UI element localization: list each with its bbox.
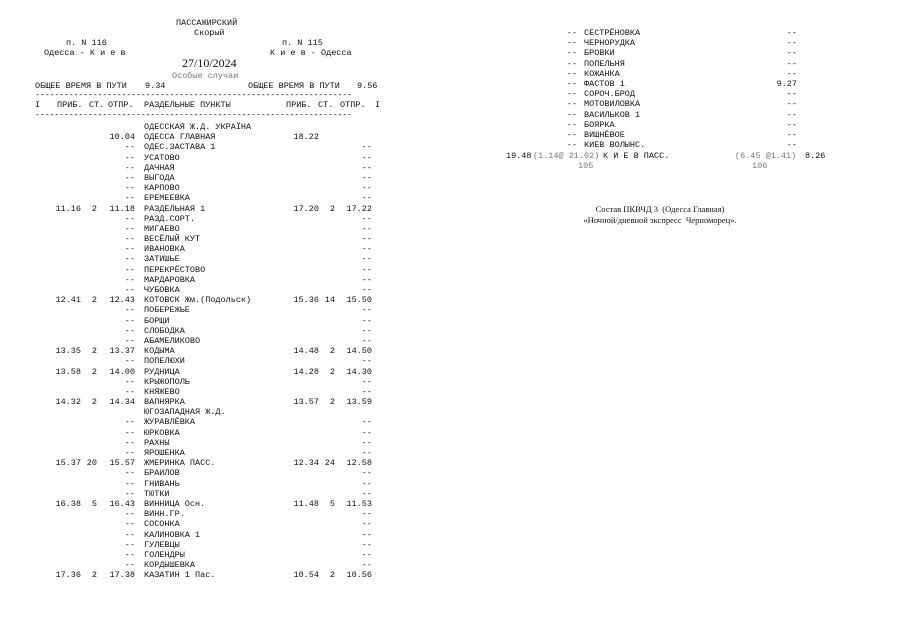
departure-time: -- (124, 448, 135, 458)
departure-time: -- (124, 254, 135, 265)
return-stop-minutes: 5 (329, 498, 335, 509)
station-name: БОРЩИ (144, 315, 170, 326)
station-name: ОДЕССА ГЛАВНАЯ (144, 132, 216, 143)
kiev-note-left: (1.14@ 21.02) (533, 151, 600, 161)
station-name: БРАИЛОВ (144, 468, 180, 479)
table-row (35, 438, 380, 448)
table-row (35, 122, 380, 132)
station-name: ВИШНЁВОЕ (584, 129, 625, 140)
total-time-right-label: ОБЩЕЕ ВРЕМЯ В ПУТИ (248, 81, 340, 91)
table-row (35, 428, 380, 438)
return-departure-time: 17.22 (346, 203, 372, 214)
departure-time: -- (566, 119, 577, 130)
departure-time: 10.04 (109, 132, 135, 143)
return-departure-time: -- (361, 223, 372, 234)
return-departure-time: -- (361, 152, 372, 163)
return-stop-minutes: 2 (329, 346, 335, 357)
departure-time: -- (566, 38, 577, 49)
departure-time: -- (124, 437, 135, 448)
departure-time: -- (124, 356, 135, 367)
timetable-right (555, 28, 825, 150)
return-departure-time: 14.50 (346, 346, 372, 357)
departure-time: -- (566, 99, 577, 110)
return-departure-time: -- (361, 427, 372, 438)
col-stop-2: СТ. (318, 100, 334, 110)
table-row (35, 570, 380, 580)
table-row (555, 28, 825, 38)
return-stop-minutes: 2 (329, 570, 335, 581)
departure-time: -- (124, 162, 135, 173)
table-row (35, 407, 380, 417)
table-row (35, 224, 380, 234)
arrival-time: 13.35 (55, 346, 81, 357)
departure-time: 17.38 (109, 570, 135, 581)
return-departure-time: -- (361, 172, 372, 183)
station-name: РАЗД.СОРТ. (144, 213, 196, 224)
table-row (35, 305, 380, 315)
stop-minutes: 2 (91, 203, 97, 214)
departure-time: -- (124, 234, 135, 245)
table-row (555, 48, 825, 58)
departure-time: -- (566, 109, 577, 120)
station-name: ЗАТИШЬЕ (144, 254, 180, 265)
return-departure-time: 14.30 (346, 366, 372, 377)
return-departure-time: -- (361, 376, 372, 387)
return-arrival-time: 15.36 (293, 295, 319, 306)
departure-time: -- (124, 315, 135, 326)
return-departure-time: -- (786, 89, 797, 100)
col-stop: СТ. (89, 100, 105, 110)
return-departure-time: -- (361, 264, 372, 275)
station-name: ЕРЕМЕЕВКА (144, 193, 190, 204)
return-departure-time: -- (361, 234, 372, 245)
special-cases: Особые случаи (172, 71, 239, 81)
return-departure-time: -- (361, 356, 372, 367)
table-row (35, 326, 380, 336)
departure-time: -- (566, 28, 577, 38)
departure-time: -- (124, 142, 135, 153)
table-row (35, 214, 380, 224)
table-row (35, 275, 380, 285)
station-name: ПОПЕЛЬНЯ (584, 58, 625, 69)
table-row (35, 336, 380, 346)
departure-time: 14.34 (109, 397, 135, 408)
total-time-left-label: ОБЩЕЕ ВРЕМЯ В ПУТИ (35, 81, 127, 91)
return-departure-time: -- (361, 437, 372, 448)
return-departure-time: -- (361, 488, 372, 499)
table-row (555, 59, 825, 69)
station-name: УСАТОВО (144, 152, 180, 163)
departure-time: 16.43 (109, 498, 135, 509)
table-row (35, 265, 380, 275)
return-stop-minutes: 14 (324, 295, 335, 306)
table-row (35, 560, 380, 570)
departure-time: -- (124, 183, 135, 194)
table-row (555, 120, 825, 130)
return-departure-time: -- (361, 386, 372, 397)
departure-time: -- (124, 193, 135, 204)
station-name: МОТОВИЛОВКА (584, 99, 641, 110)
arrival-time: 16.38 (55, 498, 81, 509)
table-row (555, 69, 825, 79)
return-departure-time: -- (361, 549, 372, 560)
return-departure-time: -- (361, 560, 372, 571)
return-stop-minutes: 24 (324, 458, 335, 469)
departure-time: 11.18 (109, 203, 135, 214)
arrival-time: 13.58 (55, 366, 81, 377)
departure-time: -- (124, 478, 135, 489)
departure-time: -- (124, 519, 135, 530)
departure-time: -- (124, 274, 135, 285)
station-name: ПЕРЕКРЁСТОВО (144, 264, 206, 275)
return-departure-time: -- (361, 478, 372, 489)
departure-time: -- (124, 376, 135, 387)
col-departure-2: ОТПР. (340, 100, 366, 110)
table-row (35, 234, 380, 244)
station-name: ВАПНЯРКА (144, 397, 185, 408)
table-row (555, 140, 825, 150)
table-row (35, 530, 380, 540)
kiev-sub-right: 106 (752, 161, 768, 171)
table-row (35, 295, 380, 305)
return-departure-time: -- (361, 468, 372, 479)
departure-time: -- (566, 140, 577, 151)
return-arrival-time: 14.28 (293, 366, 319, 377)
table-row (35, 550, 380, 560)
return-departure-time: -- (361, 529, 372, 540)
table-row (35, 132, 380, 142)
table-row (35, 468, 380, 478)
schedule-date: 27/10/2024 (182, 56, 237, 70)
arrival-time: 14.32 (55, 397, 81, 408)
return-stop-minutes: 2 (329, 366, 335, 377)
train-type: ПАССАЖИРСКИЙ (176, 18, 238, 28)
table-row (35, 417, 380, 427)
station-name: КРЫЖОПОЛЬ (144, 376, 190, 387)
departure-time: -- (566, 68, 577, 79)
table-row (35, 163, 380, 173)
return-departure-time: -- (361, 509, 372, 520)
table-row (35, 173, 380, 183)
table-row (555, 110, 825, 120)
departure-time: -- (124, 560, 135, 571)
return-arrival-time: 10.54 (293, 570, 319, 581)
total-time-left: 9.34 (145, 81, 166, 91)
departure-time: -- (124, 509, 135, 520)
stop-minutes: 20 (86, 458, 97, 469)
kiev-departure: 8.26 (805, 151, 826, 161)
station-name: СОРОЧ.БРОД (584, 89, 636, 100)
station-name: ГОЛЕНДРЫ (144, 549, 185, 560)
return-arrival-time: 13.57 (293, 397, 319, 408)
table-row (35, 142, 380, 152)
timetable-left (35, 122, 380, 580)
return-departure-time: -- (786, 48, 797, 59)
departure-time: 12.43 (109, 295, 135, 306)
return-stop-minutes: 2 (329, 397, 335, 408)
departure-time: -- (124, 335, 135, 346)
arrival-time: 17.36 (55, 570, 81, 581)
departure-time: -- (566, 48, 577, 59)
total-time-right: 9.56 (357, 81, 378, 91)
stop-minutes: 2 (91, 397, 97, 408)
return-departure-time: -- (361, 142, 372, 153)
station-name: БРОВКИ (584, 48, 615, 59)
departure-time: -- (124, 417, 135, 428)
station-name: ИВАНОВКА (144, 244, 185, 255)
departure-time: -- (566, 58, 577, 69)
stop-minutes: 2 (91, 570, 97, 581)
station-name: БОЯРКА (584, 119, 615, 130)
departure-time: -- (124, 427, 135, 438)
departure-time: 13.37 (109, 346, 135, 357)
stop-minutes: 2 (91, 366, 97, 377)
table-row (35, 499, 380, 509)
station-name: МИГАЕВО (144, 223, 180, 234)
station-name: СЕСТРЁНОВКА (584, 28, 641, 38)
station-name: ЯРОШЕНКА (144, 448, 185, 458)
kiev-arrival: 19.48 (506, 151, 532, 161)
stop-minutes: 2 (91, 346, 97, 357)
return-departure-time: 10.56 (346, 570, 372, 581)
col-points: РАЗДЕЛЬНЫЕ ПУНКТЫ (144, 100, 231, 110)
table-row (555, 38, 825, 48)
stop-minutes: 5 (91, 498, 97, 509)
station-name: КИЕВ ВОЛЫНС. (584, 140, 646, 151)
return-departure-time: -- (786, 140, 797, 151)
station-name: РАЗДЕЛЬНАЯ 1 (144, 203, 206, 214)
train-right-number: п. N 115 (282, 38, 323, 48)
return-departure-time: -- (786, 109, 797, 120)
col-i-right: I (375, 100, 381, 110)
table-row (35, 204, 380, 214)
departure-time: -- (124, 529, 135, 540)
return-arrival-time: 17.20 (293, 203, 319, 214)
table-row (35, 244, 380, 254)
table-row (35, 285, 380, 295)
return-departure-time: -- (361, 315, 372, 326)
table-row (35, 540, 380, 550)
table-row (35, 193, 380, 203)
table-row (35, 183, 380, 193)
divider-top: ------------------------------------------------------------------ (35, 90, 352, 100)
return-departure-time: 15.50 (346, 295, 372, 306)
station-name: КНЯЖЕВО (144, 386, 180, 397)
return-departure-time: -- (361, 539, 372, 550)
return-arrival-time: 14.48 (293, 346, 319, 357)
departure-time: -- (566, 89, 577, 100)
station-name: ДАЧНАЯ (144, 162, 175, 173)
train-subtype: Скорый (194, 28, 225, 38)
table-row (555, 130, 825, 140)
station-name: ЧЕРНОРУДКА (584, 38, 636, 49)
station-name: ЖУРАВЛЁВКА (144, 417, 196, 428)
station-name: КАРПОВО (144, 183, 180, 194)
return-arrival-time: 18.22 (293, 132, 319, 143)
return-arrival-time: 12.34 (293, 458, 319, 469)
route-right: К и е в - Одесса (270, 48, 352, 58)
return-arrival-time: 11.48 (293, 498, 319, 509)
station-name: ЧУБОВКА (144, 285, 180, 295)
return-departure-time: -- (786, 99, 797, 110)
return-departure-time: -- (361, 325, 372, 336)
return-departure-time: -- (361, 193, 372, 204)
table-row (35, 367, 380, 377)
station-name: АБАМЕЛИКОВО (144, 335, 201, 346)
station-name: ВИННИЦА Осн. (144, 498, 206, 509)
return-departure-time: -- (361, 254, 372, 265)
kiev-station: К И Е В ПАСС. (603, 151, 670, 161)
departure-time: -- (124, 488, 135, 499)
table-row (35, 377, 380, 387)
station-name: ОДЕССКАЯ Ж.Д. УКРАЇНА (144, 122, 252, 132)
table-row (35, 153, 380, 163)
col-i-left: I (35, 100, 41, 110)
table-row (35, 356, 380, 366)
col-arrival: ПРИБ. (57, 100, 83, 110)
station-name: МАРДАРОВКА (144, 274, 196, 285)
departure-time: -- (124, 468, 135, 479)
station-name: ТЮТКИ (144, 488, 170, 499)
station-name: ПОБЕРЕЖЬЕ (144, 305, 190, 316)
return-stop-minutes: 2 (329, 203, 335, 214)
table-row (35, 458, 380, 468)
table-row (555, 99, 825, 109)
return-departure-time: -- (361, 213, 372, 224)
station-name: ВЫГОДА (144, 172, 175, 183)
station-name: ФАСТОВ 1 (584, 78, 625, 89)
kiev-sub-left: 105 (578, 161, 594, 171)
table-row (555, 79, 825, 89)
arrival-time: 11.16 (55, 203, 81, 214)
return-departure-time: -- (786, 129, 797, 140)
station-name: РАХНЫ (144, 437, 170, 448)
station-name: КАЛИНОВКА 1 (144, 529, 201, 540)
departure-time: -- (124, 172, 135, 183)
return-departure-time: 9.27 (776, 78, 797, 89)
table-row (555, 89, 825, 99)
departure-time: -- (124, 549, 135, 560)
station-name: ВАСИЛЬКОВ 1 (584, 109, 641, 120)
return-departure-time: -- (361, 335, 372, 346)
station-name: ГНИВАНЬ (144, 478, 180, 489)
return-departure-time: -- (361, 305, 372, 316)
table-row (35, 387, 380, 397)
station-name: РУДНИЦА (144, 366, 180, 377)
return-departure-time: -- (786, 28, 797, 38)
return-departure-time: -- (361, 244, 372, 255)
departure-time: -- (124, 152, 135, 163)
station-name: ВЕСЁЛЫЙ КУТ (144, 234, 201, 245)
col-departure: ОТПР. (108, 100, 134, 110)
return-departure-time: -- (786, 58, 797, 69)
return-departure-time: -- (361, 162, 372, 173)
departure-time: -- (124, 213, 135, 224)
station-name: ОДЕС.ЗАСТАВА 1 (144, 142, 216, 153)
departure-time: -- (566, 129, 577, 140)
departure-time: 15.57 (109, 458, 135, 469)
station-name: ГУЛЕВЦЫ (144, 539, 180, 550)
return-departure-time: -- (361, 274, 372, 285)
departure-time: 14.00 (109, 366, 135, 377)
return-departure-time: 11.53 (346, 498, 372, 509)
station-name: КОЖАНКА (584, 68, 620, 79)
return-departure-time: -- (786, 68, 797, 79)
stop-minutes: 2 (91, 295, 97, 306)
departure-time: -- (124, 264, 135, 275)
station-name: СЛОБОДКА (144, 325, 185, 336)
return-departure-time: -- (786, 38, 797, 49)
station-name: СОСОНКА (144, 519, 180, 530)
station-name: ЮГОЗАПАДНАЯ Ж.Д. (144, 407, 226, 418)
return-departure-time: 12.58 (346, 458, 372, 469)
station-name: КОРДЫШЕВКА (144, 560, 196, 571)
station-name: ЖМЕРИНКА ПАСС. (144, 458, 216, 469)
table-row (35, 448, 380, 458)
station-name: КАЗАТИН 1 Пас. (144, 570, 216, 581)
departure-time: -- (124, 244, 135, 255)
consist-line-2: «Ночной/дневной экспресс Черноморец». (583, 215, 737, 225)
divider-header: ------------------------------------------------------------------ (35, 110, 352, 120)
arrival-time: 12.41 (55, 295, 81, 306)
kiev-note-right: (6.45 @1.41) (735, 151, 797, 161)
table-row (35, 316, 380, 326)
departure-time: -- (124, 386, 135, 397)
station-name: ЮРКОВКА (144, 427, 180, 438)
departure-time: -- (124, 325, 135, 336)
arrival-time: 15.37 (55, 458, 81, 469)
consist-line-1: Состав ПКВЧД 3 (Одесса Главная) (595, 204, 725, 214)
departure-time: -- (566, 78, 577, 89)
table-row (35, 346, 380, 356)
col-arrival-2: ПРИБ. (286, 100, 312, 110)
return-departure-time: -- (361, 183, 372, 194)
train-left-number: п. N 116 (66, 38, 107, 48)
table-row (35, 397, 380, 407)
table-row (35, 254, 380, 264)
return-departure-time: -- (361, 448, 372, 458)
departure-time: -- (124, 539, 135, 550)
departure-time: -- (124, 223, 135, 234)
station-name: ПОПЕЛЮХИ (144, 356, 185, 367)
route-left: Одесса - К и е в (44, 48, 126, 58)
station-name: ВИНН.ГР. (144, 509, 185, 520)
table-row (35, 489, 380, 499)
table-row (35, 509, 380, 519)
return-departure-time: -- (786, 119, 797, 130)
return-departure-time: 13.59 (346, 397, 372, 408)
departure-time: -- (124, 305, 135, 316)
departure-time: -- (124, 285, 135, 295)
station-name: КОТОВСК Жм.(Подольск) (144, 295, 252, 306)
return-departure-time: -- (361, 417, 372, 428)
station-name: КОДЫМА (144, 346, 175, 357)
table-row (35, 479, 380, 489)
return-departure-time: -- (361, 519, 372, 530)
table-row (35, 519, 380, 529)
return-departure-time: -- (361, 285, 372, 295)
